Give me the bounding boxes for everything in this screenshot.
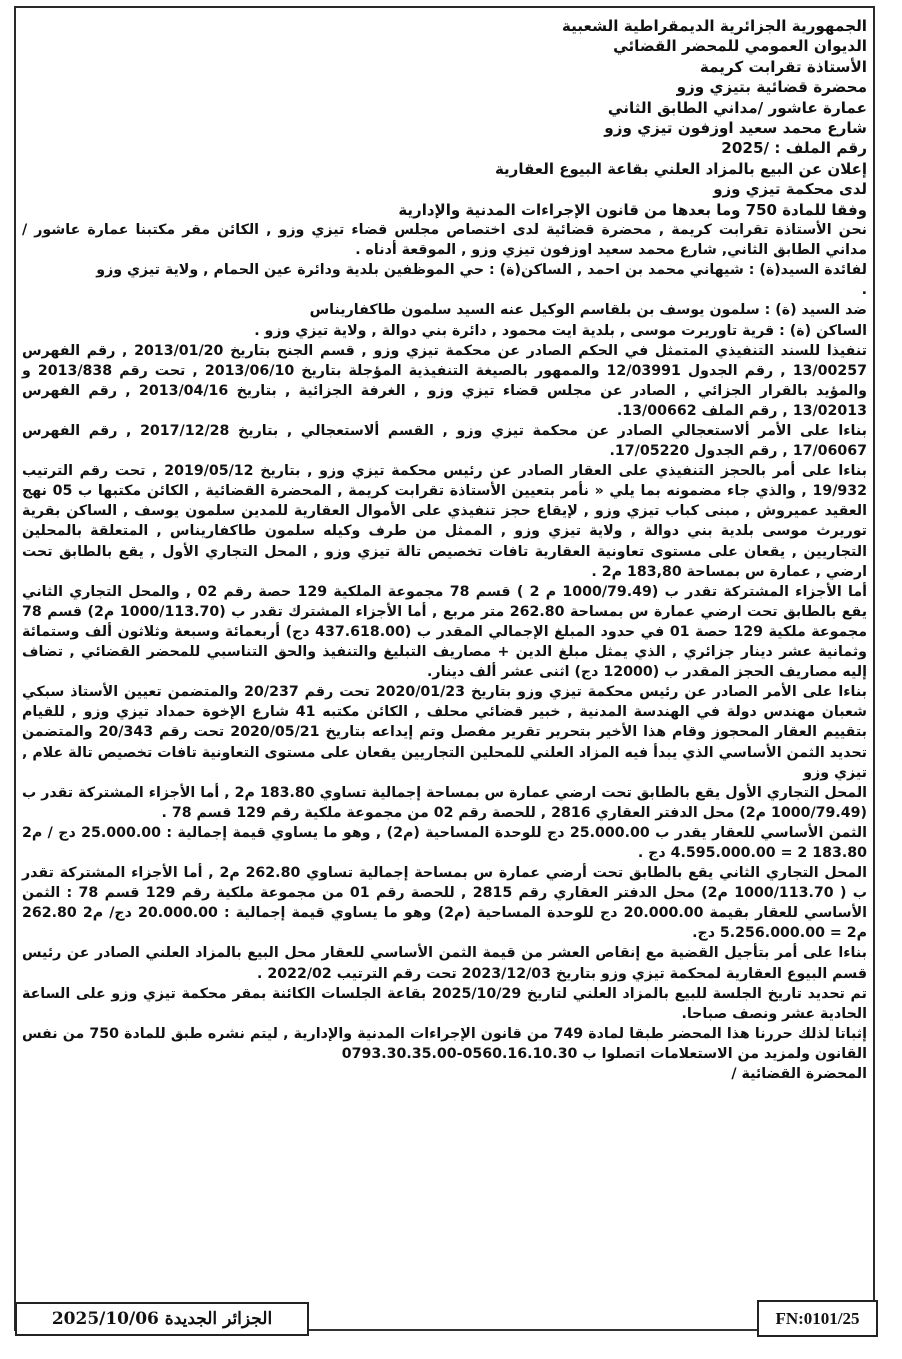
header-building: عمارة عاشور /مداني الطابق الثاني <box>607 98 867 117</box>
paragraph-session-date: تم تحديد تاريخ الجلسة للبيع بالمزاد العلني لتاريخ 2025/10/29 بقاعة الجلسات الكائنة بمقر محكمة تيزي وزو على الساعة الحادية عشر ونصف صباحا. <box>22 985 867 1022</box>
paragraph-beneficiary: لفائدة السيد(ة) : شيهاني محمد بن احمد , الساكن(ة) : حي الموظفين بلدية ودائرة عين الحمام , ولاية تيزي وزو <box>96 262 867 279</box>
paragraph-bailiff-intro: نحن الأستاذة تقرابت كريمة , محضرة قضائية لدى اختصاص مجلس قضاء تيزي وزو , الكائن مقر مكتبنا عمارة عاشور /مداني الطابق الثاني, شارع محمد سعيد اوزفون تيزي وزو , الموقعة أدناه . <box>22 222 867 259</box>
body-block <box>22 220 867 1084</box>
header-block <box>22 16 867 159</box>
paragraph-expert-appointment: بناءا على الأمر الصادر عن رئيس محكمة تيزي وزو بتاريخ 2020/01/23 تحت رقم 20/237 والمتضمن تعيين الأستاذ سبكي شعبان مهندس دولة في الهندسة المدنية , خبير قضائي محلف , الكائن مكتبه 41 شارع الإخوة حمداد تيزي وزو , للقيام بتقييم العقار المحجوز وقام هذا الأخير بتحرير تقرير مفصل وتم إيداعه بتاريخ 2020/05/21 تحت رقم 20/343 والمتضمن تحديد الثمن الأساسي الذي يبدأ فيه المزاد العلني للمحلين التجاريين يقعان على مستوى التعاونية تافات تخصيص تالة علام , تيزي وزو <box>22 684 867 781</box>
paragraph-signature: المحضرة القضائية / <box>731 1066 867 1082</box>
paragraph-seizure-order: بناءا على أمر بالحجز التنفيذي على العقار الصادر عن رئيس محكمة تيزي وزو , بتاريخ 2019/05/12 , تحت رقم الترتيب 19/932 , والذي جاء مضمونه بما يلي « نأمر بتعيين الأستاذة تقرابت كريمة , المحضرة القضائية , الكائن مكتبها ب 05 نهج العقيد عميروش , مبنى كباب تيزي وزو , لإيقاع حجز تنفيذي على الأموال العقارية للمدين سلمون يوسف , الساكن بقرية توريرث موسى بلدية بني دوالة , ولاية تيزي وزو , الممثل من طرف وكيله سلمون طاكفاريناس , المتعلقة بالمحلين التجاريين , يقعان على مستوى تعاونية العقارية تافات تخصيص تالة تيزي وزو , المحل التجاري الأول , يقع بالطابق تحت ارضي , عمارة س بمساحة 183,80 م2 . <box>22 463 868 580</box>
paragraph-first-price: الثمن الأساسي للعقار يقدر ب 25.000.00 دج للوحدة المساحية (م2) , وهو ما يساوي قيمة إجمالية : 25.000.00 دج / م2 183.80 2 = 4.595.000.00 دج . <box>22 824 867 861</box>
header-file-number: رقم الملف : /2025 <box>721 139 867 158</box>
paragraph-first-shop: المحل التجاري الأول يقع بالطابق تحت ارضي عمارة س بمساحة إجمالية تساوي 183.80 م2 , أما الأجزاء المشتركة تقدر ب (1000/79.49 م2) محل الدفتر العقاري 2816 , للحصة رقم 02 من مجموعة ملكية رقم 129 قسم 78 . <box>22 784 868 821</box>
file-number: FN:0101/25 <box>775 1308 860 1328</box>
legal-notice <box>22 16 867 1084</box>
paragraph-defendant-address: الساكن (ة) : قرية تاوريرت موسى , بلدية ايت محمود , دائرة بني دوالة , ولاية تيزي وزو . <box>254 322 867 339</box>
paragraph-closing: إثباتا لذلك حررنا هذا المحضر طبقا لمادة 749 من قانون الإجراءات المدنية والإدارية , ليتم نشره طبق للمادة 750 من نفس القانون ولمزيد من الاستعلامات اتصلوا ب 0560.16.10.30-0793.30.35.00 <box>22 1025 867 1062</box>
paragraph-separator: . <box>861 282 867 299</box>
paragraph-defendant: ضد السيد (ة) : سلمون يوسف بن بلقاسم الوكيل عنه السيد سلمون طاكفاريناس <box>309 302 867 319</box>
newspaper-date-box <box>15 1302 309 1336</box>
paragraph-urgent-order: بناءا على الأمر ألاستعجالي الصادر عن محكمة تيزي وزو , القسم ألاستعجالي , بتاريخ 2017/12/28 , رقم الفهرس 17/06067 , رقم الجدول 17/05220. <box>22 423 867 460</box>
paragraph-second-shop: المحل التجاري الثاني يقع بالطابق تحت أرضي عمارة س بمساحة إجمالية تساوي 262.80 م2 , أما الأجزاء المشتركة تقدر ب ( 1000/113.70 م2) محل الدفتر العقاري رقم 2815 , للحصة رقم 01 من مجموعة ملكية رقم 129 قسم 78 : الثمن الأساسي للعقار بقيمة 20.000.00 دج للوحدة المساحية (م2) وهو ما يساوي قيمة إجمالية : 20.000.00 دج/ م2 262.80 م2 = 5.256.000.00 دج. <box>22 865 868 942</box>
notice-court: لدى محكمة تيزي وزو <box>713 180 867 199</box>
notice-title: إعلان عن البيع بالمزاد العلني بقاعة البيوع العقارية <box>494 159 867 178</box>
paragraph-postponement: بناءا على أمر بتأجيل القضية مع إنقاص العشر من قيمة الثمن الأساسي للعقار محل البيع بالمزاد العلني الصادر عن رئيس قسم البيوع العقارية لمحكمة تيزي وزو بتاريخ 2023/12/03 تحت رقم الترتيب 2022/02 . <box>22 945 867 982</box>
header-bailiff-name: الأستاذة تقرابت كريمة <box>699 57 867 76</box>
header-office: الديوان العمومي للمحضر القضائي <box>613 37 867 56</box>
title-block <box>22 159 867 220</box>
header-bailiff-title: محضرة قضائية بتيزي وزو <box>676 78 867 97</box>
header-republic: الجمهورية الجزائرية الديمقراطية الشعبية <box>561 17 867 35</box>
header-street: شارع محمد سعيد اوزفون تيزي وزو <box>604 119 867 138</box>
notice-legal-basis: وفقا للمادة 750 وما بعدها من قانون الإجراءات المدنية والإدارية <box>398 200 867 219</box>
paragraph-common-parts: أما الأجزاء المشتركة تقدر ب (1000/79.49 م 2 ) قسم 78 مجموعة الملكية 129 حصة رقم 02 , والمحل التجاري الثاني يقع بالطابق تحت ارضي عمارة س بمساحة 262.80 متر مربع , أما الأجزاء المشترك تقدر ب (1000/113.70 م2) قسم 78 مجموعة ملكية 129 حصة 01 في حدود المبلغ الإجمالي المقدر ب (437.618.00 دج) أربعمائة وسبعة وثلاثون ألف وستمائة وثمانية عشر دينار جزائري , الذي يمثل مبلغ الدين + مصاريف التبليغ والتنفيذ والحق التناسبي للمحضر القضائي , تضاف إليه مصاريف الحجز المقدر ب (12000 دج) اثنى عشر ألف دينار. <box>22 583 868 681</box>
newspaper-date: الجزائر الجديدة 2025/10/06 <box>51 1309 273 1329</box>
file-number-box <box>757 1300 878 1337</box>
paragraph-enforcement: تنفيذا للسند التنفيذي المتمثل في الحكم الصادر عن محكمة تيزي وزو , قسم الجنح بتاريخ 2013/01/20 , رقم الفهرس 13/00257 , رقم الجدول 12/03991 والممهور بالصيغة التنفيذية المؤجلة بتاريخ 2013/06/10 , تحت رقم 2013/838 و والمؤيد بالقرار الجزائي , الصادر عن مجلس قضاء تيزي وزو , الغرفة الجزائية , بتاريخ 2013/04/16 , رقم الفهرس 13/02013 , رقم الملف 13/00662. <box>22 342 867 419</box>
